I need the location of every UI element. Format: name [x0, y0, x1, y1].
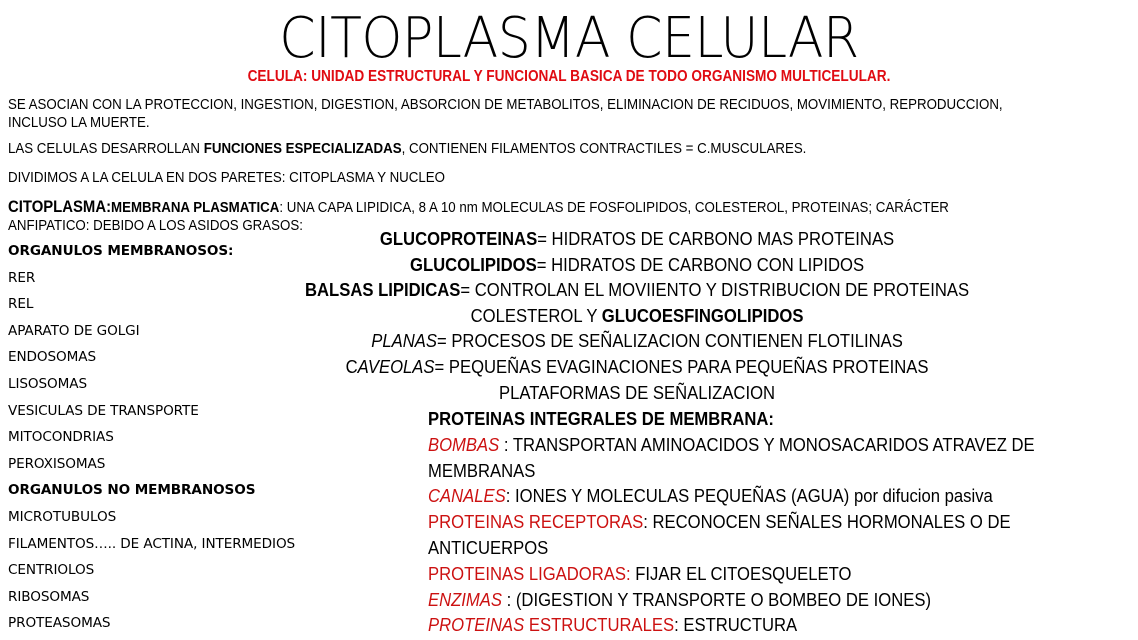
planas-def: = PROCESOS DE SEÑALIZACION CONTIENEN FLOTILINAS — [436, 330, 903, 352]
enzimas-def: : (DIGESTION Y TRANSPORTE O BOMBEO DE IONES) — [502, 588, 931, 610]
caveolas-initial: C — [345, 355, 358, 377]
intro-p1-line2: INCLUSO LA MUERTE. — [8, 114, 150, 131]
canales-term: CANALES — [428, 485, 506, 507]
protein-row — [428, 561, 1100, 587]
intro-p2-prefix: LAS CELULAS DESARROLLAN — [8, 140, 204, 157]
list-item: PEROXISOMAS — [8, 455, 106, 472]
balsas-lipidicas-term: BALSAS LIPIDICAS — [304, 279, 461, 301]
estructurales-term-2: ESTRUCTURALES — [524, 614, 675, 636]
estructurales-term: PROTEINAS — [428, 614, 525, 636]
list-item: RIBOSOMAS — [8, 588, 90, 605]
protein-row — [428, 483, 1100, 509]
list-item: VESICULAS DE TRANSPORTE — [8, 402, 199, 419]
balsas-lipidicas-def: = CONTROLAN EL MOVIIENTO Y DISTRIBUCION DE PROTEINAS — [460, 279, 970, 301]
bombas-def: : TRANSPORTAN AMINOACIDOS Y MONOSACARIDOS ATRAVEZ DE MEMBRANAS — [428, 433, 1035, 481]
list-item: REL — [8, 296, 34, 313]
plataformas-line: PLATAFORMAS DE SEÑALIZACION — [499, 381, 776, 403]
proteins-block — [428, 406, 1100, 638]
protein-row — [428, 509, 1100, 561]
enzimas-term: ENZIMAS — [428, 588, 503, 610]
caveolas-def: = PEQUEÑAS EVAGINACIONES PARA PEQUEÑAS PROTEINAS — [434, 355, 929, 377]
page-subtitle: CELULA: UNIDAD ESTRUCTURAL Y FUNCIONAL BASICA DE TODO ORGANISMO MULTICELULAR. — [247, 68, 891, 85]
intro-p4-line2: ANFIPATICO: DEBIDO A LOS ASIDOS GRASOS: — [8, 217, 303, 234]
list-item: CENTRIOLOS — [8, 562, 95, 579]
intro-p4-rest: : UNA CAPA LIPIDICA, 8 A 10 nm MOLECULAS DE FOSFOLIPIDOS, COLESTEROL, PROTEINAS; CARÁCTER — [279, 199, 949, 216]
canales-def: : IONES Y MOLECULAS PEQUEÑAS (AGUA) por difucion pasiva — [505, 485, 993, 507]
planas-line — [282, 328, 992, 354]
glucoproteinas-line — [282, 226, 992, 252]
intro-p3-text: DIVIDIMOS A LA CELULA EN DOS PARETES: CITOPLASMA Y NUCLEO — [8, 169, 445, 186]
ligadoras-term: PROTEINAS LIGADORAS: — [428, 562, 631, 584]
citoplasma-heading: CITOPLASMA: — [8, 197, 112, 216]
glucoproteinas-term: GLUCOPROTEINAS — [379, 228, 538, 249]
ligadoras-def: FIJAR EL CITOESQUELETO — [630, 562, 852, 584]
intro-paragraph-1 — [8, 96, 1128, 132]
list-item: LISOSOMAS — [8, 375, 87, 392]
planas-term: PLANAS — [371, 330, 437, 352]
protein-row — [428, 612, 1100, 638]
glucolipidos-term: GLUCOLIPIDOS — [409, 253, 537, 275]
list-item: PROTEASOMAS — [8, 615, 111, 632]
receptoras-term: PROTEINAS RECEPTORAS — [428, 511, 644, 533]
caveolas-term: AVEOLAS — [357, 355, 435, 377]
intro-p1-line1: SE ASOCIAN CON LA PROTECCION, INGESTION, DIGESTION, ABSORCION DE METABOLITOS, ELIMINACION DE RECIDUOS, MOVIMIENTO, REPRODUCCION, — [8, 96, 1003, 113]
list-item: ENDOSOMAS — [8, 349, 97, 366]
bombas-term: BOMBAS — [428, 433, 500, 455]
list-item: APARATO DE GOLGI — [8, 322, 140, 339]
intro-paragraph-2 — [8, 140, 1128, 158]
colesterol-line — [282, 303, 992, 329]
list-item: FILAMENTOS….. DE ACTINA, INTERMEDIOS — [8, 535, 296, 552]
receptoras-def: : RECONOCEN SEÑALES HORMONALES O DE ANTICUERPOS — [428, 511, 1011, 558]
balsas-lipidicas-line — [282, 277, 992, 303]
glucoesfingolipidos-term: GLUCOESFINGOLIPIDOS — [601, 304, 804, 326]
glucolipidos-def: = HIDRATOS DE CARBONO CON LIPIDOS — [536, 253, 865, 275]
colesterol-prefix: COLESTEROL Y — [470, 304, 602, 326]
glucoproteinas-def: = HIDRATOS DE CARBONO MAS PROTEINAS — [537, 228, 895, 249]
protein-row — [428, 587, 1100, 613]
list-item: ORGANULOS NO MEMBRANOSOS — [8, 482, 256, 499]
list-item: MICROTUBULOS — [8, 508, 117, 525]
intro-p2-suffix: , CONTIENEN FILAMENTOS CONTRACTILES = C.MUSCULARES. — [401, 140, 807, 157]
glucolipidos-line — [282, 252, 992, 278]
estructurales-def: : ESTRUCTURA — [674, 614, 798, 636]
caveolas-line — [282, 354, 992, 380]
membrana-plasmatica-label: MEMBRANA PLASMATICA — [111, 199, 280, 216]
lipids-block — [282, 226, 992, 405]
page-title: CITOPLASMA CELULAR — [279, 6, 859, 71]
intro-p2-emphasis: FUNCIONES ESPECIALIZADAS — [203, 140, 402, 157]
list-item: ORGANULOS MEMBRANOSOS: — [8, 243, 234, 259]
protein-row — [428, 432, 1100, 484]
list-item: RER — [8, 269, 36, 286]
proteins-heading — [428, 406, 1100, 432]
intro-paragraph-3 — [8, 169, 1128, 187]
list-item: MITOCONDRIAS — [8, 429, 114, 446]
proteins-heading-text: PROTEINAS INTEGRALES DE MEMBRANA: — [428, 408, 774, 429]
